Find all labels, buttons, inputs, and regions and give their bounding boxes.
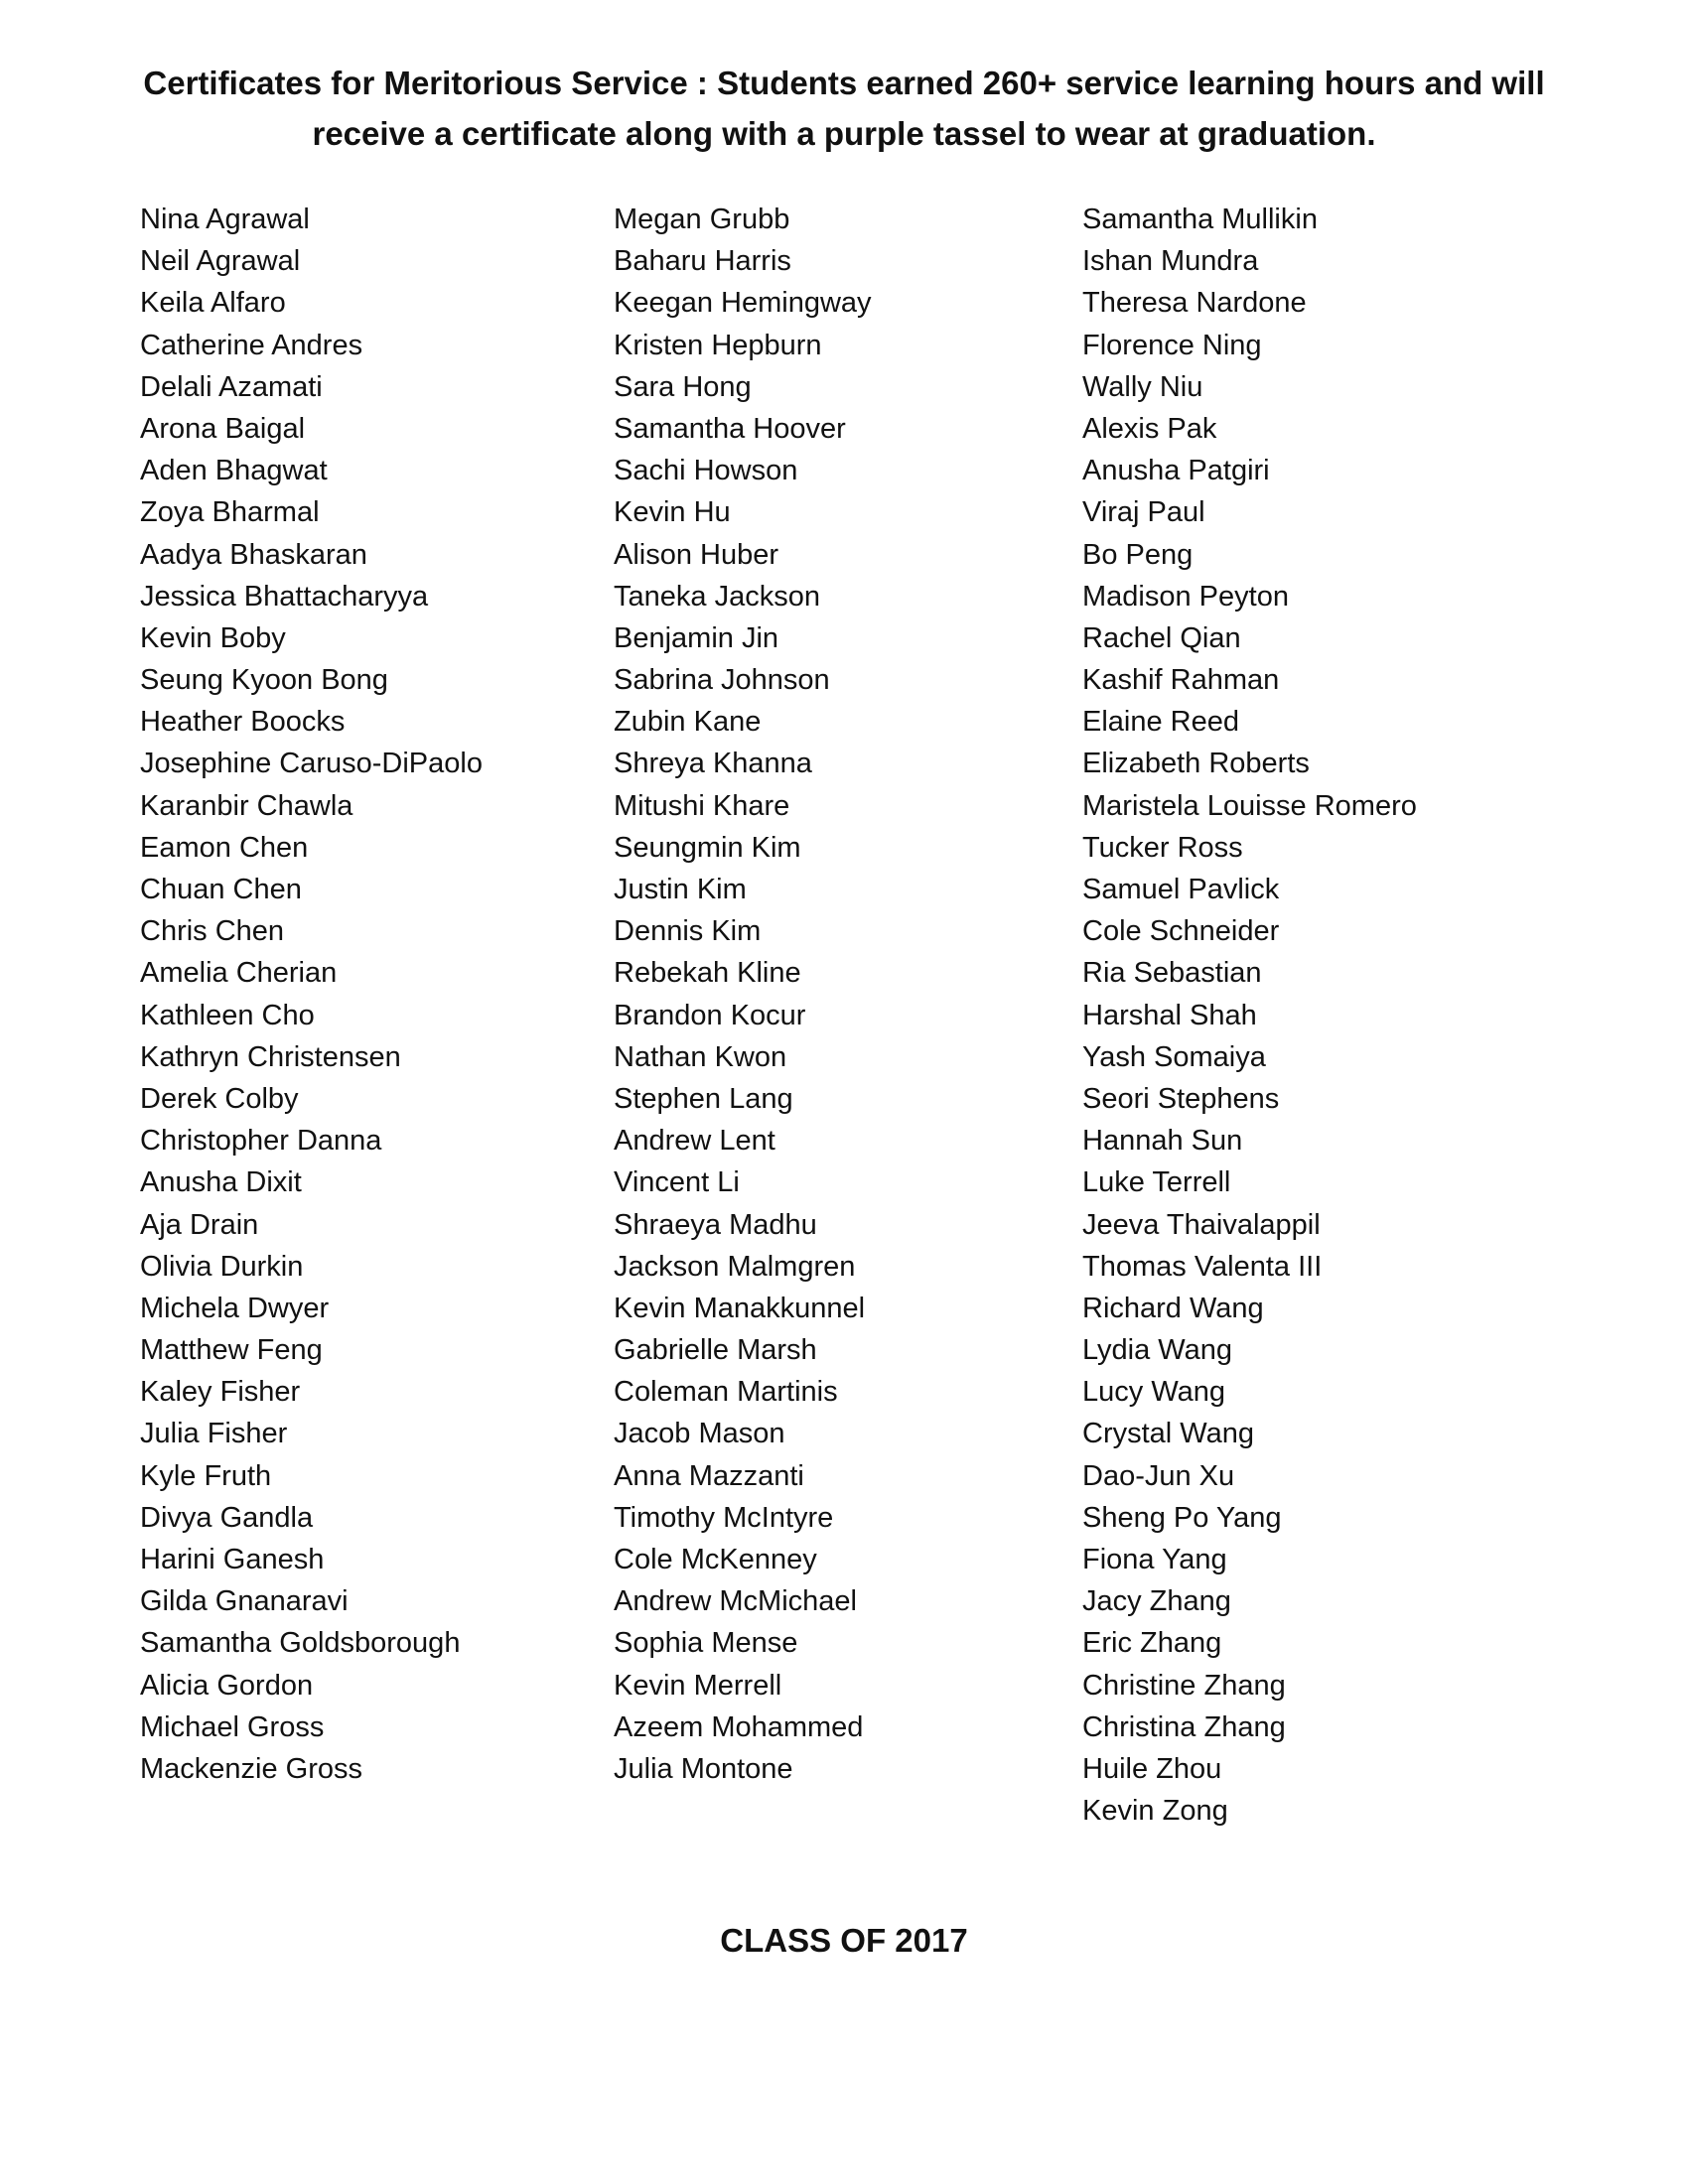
- student-name: Bo Peng: [1082, 538, 1194, 571]
- student-name: Kevin Zong: [1082, 1795, 1228, 1828]
- class-label: CLASS OF 2017: [720, 1922, 968, 1959]
- student-name: Viraj Paul: [1082, 496, 1205, 529]
- student-name: Amelia Cherian: [140, 957, 338, 990]
- student-name: Huile Zhou: [1082, 1752, 1222, 1785]
- title-line-2: receive a certificate along with a purple tassel to wear at graduation.: [312, 115, 1376, 152]
- name-column-1: [140, 199, 597, 1790]
- student-name: Matthew Feng: [140, 1334, 323, 1367]
- student-name: Harshal Shah: [1082, 999, 1257, 1031]
- student-name: Jessica Bhattacharyya: [140, 580, 429, 613]
- student-name: Kevin Merrell: [614, 1669, 782, 1702]
- student-name: Alicia Gordon: [140, 1669, 314, 1702]
- student-name: Andrew Lent: [614, 1125, 775, 1158]
- student-name: Dennis Kim: [614, 915, 762, 948]
- student-name: Jacob Mason: [614, 1418, 785, 1450]
- student-name: Nathan Kwon: [614, 1040, 787, 1073]
- student-name: Crystal Wang: [1082, 1418, 1254, 1450]
- student-name: Shraeya Madhu: [614, 1208, 817, 1241]
- student-name: Aja Drain: [140, 1208, 259, 1241]
- student-name: Brandon Kocur: [614, 999, 806, 1031]
- student-name: Samantha Goldsborough: [140, 1627, 461, 1660]
- student-name: Josephine Caruso-DiPaolo: [140, 748, 483, 780]
- student-name: Lucy Wang: [1082, 1376, 1225, 1409]
- student-name: Shreya Khanna: [614, 748, 812, 780]
- student-name: Mitushi Khare: [614, 789, 790, 822]
- student-name: Catherine Andres: [140, 329, 363, 361]
- student-name: Delali Azamati: [140, 370, 323, 403]
- student-name: Julia Fisher: [140, 1418, 288, 1450]
- student-name: Madison Peyton: [1082, 580, 1289, 613]
- student-name: Maristela Louisse Romero: [1082, 789, 1417, 822]
- student-name: Taneka Jackson: [614, 580, 820, 613]
- student-name: Anusha Dixit: [140, 1166, 302, 1199]
- name-column-2: [614, 199, 1070, 1790]
- student-name: Eamon Chen: [140, 831, 309, 864]
- student-name: Richard Wang: [1082, 1292, 1264, 1324]
- student-name: Elizabeth Roberts: [1082, 748, 1310, 780]
- student-name: Florence Ning: [1082, 329, 1262, 361]
- student-name: Michael Gross: [140, 1710, 325, 1743]
- student-name: Seungmin Kim: [614, 831, 801, 864]
- student-name: Zubin Kane: [614, 706, 762, 739]
- student-name: Elaine Reed: [1082, 706, 1239, 739]
- student-name: Kaley Fisher: [140, 1376, 301, 1409]
- name-column-3: [1082, 199, 1599, 1832]
- student-name: Keegan Hemingway: [614, 287, 872, 320]
- student-name: Rebekah Kline: [614, 957, 801, 990]
- student-name: Michela Dwyer: [140, 1292, 330, 1324]
- student-name: Julia Montone: [614, 1752, 793, 1785]
- student-name: Gabrielle Marsh: [614, 1334, 817, 1367]
- student-name: Christina Zhang: [1082, 1710, 1286, 1743]
- student-name: Jackson Malmgren: [614, 1250, 856, 1283]
- student-name: Eric Zhang: [1082, 1627, 1222, 1660]
- student-name: Sara Hong: [614, 370, 752, 403]
- student-name: Karanbir Chawla: [140, 789, 353, 822]
- student-name: Aden Bhagwat: [140, 455, 328, 487]
- student-name: Gilda Gnanaravi: [140, 1585, 349, 1618]
- student-name: Hannah Sun: [1082, 1125, 1243, 1158]
- student-name: Rachel Qian: [1082, 621, 1241, 654]
- student-name: Luke Terrell: [1082, 1166, 1231, 1199]
- student-name: Jeeva Thaivalappil: [1082, 1208, 1321, 1241]
- student-name: Derek Colby: [140, 1082, 299, 1115]
- student-name: Samantha Hoover: [614, 412, 846, 445]
- student-name: Heather Boocks: [140, 706, 346, 739]
- student-name: Samantha Mullikin: [1082, 204, 1318, 235]
- student-name: Seori Stephens: [1082, 1082, 1280, 1115]
- student-name: Coleman Martinis: [614, 1376, 838, 1409]
- student-name: Ishan Mundra: [1082, 245, 1259, 278]
- student-name: Chris Chen: [140, 915, 285, 948]
- student-name: Arona Baigal: [140, 412, 306, 445]
- student-name: Christine Zhang: [1082, 1669, 1286, 1702]
- student-name: Sabrina Johnson: [614, 664, 830, 697]
- student-name: Megan Grubb: [614, 204, 790, 235]
- student-name: Justin Kim: [614, 874, 747, 905]
- student-name: Alison Huber: [614, 538, 779, 571]
- student-name: Lydia Wang: [1082, 1334, 1232, 1367]
- student-name: Cole Schneider: [1082, 915, 1280, 948]
- student-name: Olivia Durkin: [140, 1250, 304, 1283]
- student-name: Kathryn Christensen: [140, 1040, 401, 1073]
- page-title: [109, 58, 1579, 159]
- student-name: Dao-Jun Xu: [1082, 1459, 1235, 1492]
- student-name: Wally Niu: [1082, 370, 1203, 403]
- student-name: Kevin Boby: [140, 621, 286, 654]
- student-name: Sheng Po Yang: [1082, 1501, 1282, 1534]
- student-name: Azeem Mohammed: [614, 1710, 864, 1743]
- student-name: Kevin Manakkunnel: [614, 1292, 866, 1324]
- student-name: Neil Agrawal: [140, 245, 301, 278]
- student-name: Aadya Bhaskaran: [140, 538, 367, 571]
- student-name: Timothy McIntyre: [614, 1501, 834, 1534]
- student-name: Samuel Pavlick: [1082, 874, 1280, 905]
- student-name: Tucker Ross: [1082, 831, 1243, 864]
- student-name: Seung Kyoon Bong: [140, 664, 388, 697]
- title-line-1: Certificates for Meritorious Service : Students earned 260+ service learning hours and will: [143, 65, 1545, 101]
- student-name: Christopher Danna: [140, 1125, 382, 1158]
- student-name: Fiona Yang: [1082, 1544, 1227, 1575]
- student-name: Chuan Chen: [140, 874, 302, 905]
- student-name: Benjamin Jin: [614, 621, 779, 654]
- student-name: Alexis Pak: [1082, 412, 1217, 445]
- student-name: Kathleen Cho: [140, 999, 315, 1031]
- student-name: Sachi Howson: [614, 455, 798, 487]
- student-name: Theresa Nardone: [1082, 287, 1307, 320]
- student-name: Harini Ganesh: [140, 1544, 325, 1575]
- student-name: Stephen Lang: [614, 1082, 793, 1115]
- student-name: Kevin Hu: [614, 496, 731, 529]
- student-name: Cole McKenney: [614, 1544, 817, 1575]
- student-name: Sophia Mense: [614, 1627, 798, 1660]
- student-name: Yash Somaiya: [1082, 1040, 1266, 1073]
- student-name: Mackenzie Gross: [140, 1752, 363, 1785]
- student-name: Vincent Li: [614, 1166, 740, 1199]
- student-name: Kristen Hepburn: [614, 329, 822, 361]
- student-name: Ria Sebastian: [1082, 957, 1262, 990]
- student-name: Thomas Valenta III: [1082, 1250, 1323, 1283]
- student-name: Anusha Patgiri: [1082, 455, 1270, 487]
- student-name: Divya Gandla: [140, 1501, 314, 1534]
- student-name: Keila Alfaro: [140, 287, 286, 320]
- student-name: Kyle Fruth: [140, 1459, 272, 1492]
- student-name: Kashif Rahman: [1082, 664, 1280, 697]
- student-name: Zoya Bharmal: [140, 496, 320, 529]
- student-name: Nina Agrawal: [140, 204, 310, 235]
- student-name: Jacy Zhang: [1082, 1585, 1231, 1618]
- student-name: Anna Mazzanti: [614, 1459, 804, 1492]
- student-name: Andrew McMichael: [614, 1585, 857, 1618]
- student-name: Baharu Harris: [614, 245, 791, 278]
